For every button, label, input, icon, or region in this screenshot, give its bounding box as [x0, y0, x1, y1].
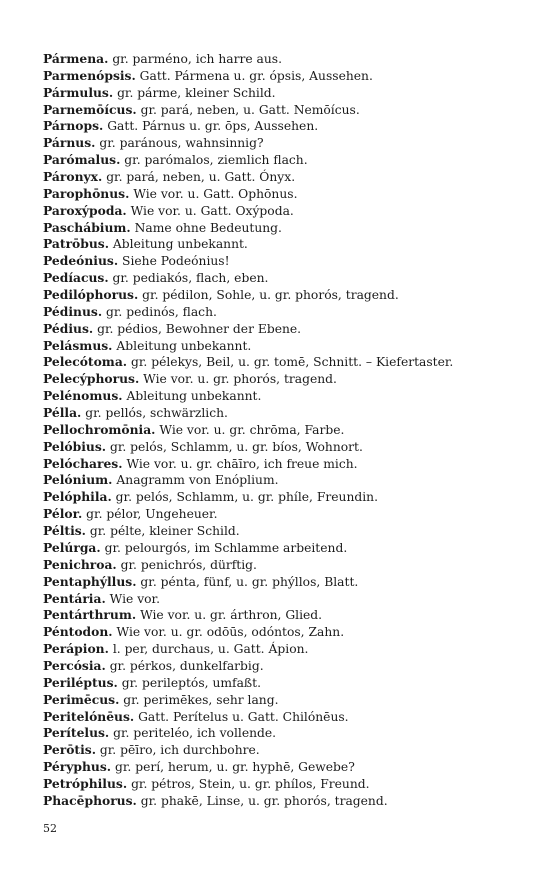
dictionary-entry: [43, 506, 513, 523]
entry-term: Pédius.: [43, 320, 94, 336]
entry-definition: Gatt. Pármena u. gr. ópsis, Aussehen.: [139, 68, 373, 83]
entry-definition: gr. pérkos, dunkelfarbig.: [109, 658, 264, 673]
entry-term: Péltis.: [43, 523, 86, 539]
page-number: 52: [43, 822, 57, 835]
dictionary-entry: [43, 591, 513, 608]
entry-term: Perítelus.: [43, 725, 110, 741]
entry-term: Patrōbus.: [43, 236, 109, 252]
dictionary-entry: [43, 607, 513, 624]
entry-term: Pelóbius.: [43, 438, 107, 454]
dictionary-entry: [43, 658, 513, 675]
entry-term: Pelecýphorus.: [43, 371, 140, 387]
entry-definition: Ableitung unbekannt.: [116, 338, 252, 353]
entry-definition: Wie vor. u. gr. chrōma, Farbe.: [159, 422, 345, 437]
entry-term: Pelóchares.: [43, 455, 123, 471]
entry-definition: Ableitung unbekannt.: [112, 237, 248, 252]
entry-definition: gr. parómalos, ziemlich flach.: [124, 153, 308, 168]
dictionary-entry: [43, 692, 513, 709]
entry-term: Perápion.: [43, 641, 109, 657]
dictionary-entry: [43, 152, 513, 169]
dictionary-entry: [43, 456, 513, 473]
dictionary-entry: [43, 203, 513, 220]
entry-definition: gr. pénta, fünf, u. gr. phýllos, Blatt.: [140, 574, 359, 589]
entry-term: Pellochromōnia.: [43, 421, 156, 437]
entry-definition: gr. pará, neben, u. Gatt. Ónyx.: [106, 170, 296, 185]
entry-list: [43, 51, 513, 810]
dictionary-entry: [43, 321, 513, 338]
dictionary-entry: [43, 641, 513, 658]
entry-definition: gr. pellós, schwärzlich.: [85, 406, 228, 421]
dictionary-entry: [43, 540, 513, 557]
dictionary-entry: [43, 675, 513, 692]
entry-definition: gr. perileptós, umfaßt.: [121, 675, 261, 690]
entry-definition: gr. pédilon, Sohle, u. gr. phorós, tragend.: [142, 288, 399, 303]
entry-definition: l. per, durchaus, u. Gatt. Ápion.: [112, 642, 309, 657]
entry-definition: gr. pēīro, ich durchbohre.: [99, 743, 260, 758]
entry-definition: gr. pélor, Ungeheuer.: [86, 507, 218, 522]
entry-term: Pédinus.: [43, 303, 103, 319]
entry-term: Párnops.: [43, 118, 104, 134]
entry-term: Parnemōícus.: [43, 101, 137, 117]
dictionary-entry: [43, 85, 513, 102]
entry-term: Peritelónēus.: [43, 708, 135, 724]
dictionary-entry: [43, 51, 513, 68]
dictionary-entry: [43, 742, 513, 759]
entry-definition: Wie vor. u. gr. odōūs, odóntos, Zahn.: [116, 625, 345, 640]
entry-term: Pélor.: [43, 506, 83, 522]
entry-definition: gr. parméno, ich harre aus.: [112, 52, 283, 66]
entry-term: Paschábium.: [43, 219, 131, 235]
dictionary-entry: [43, 270, 513, 287]
dictionary-entry: [43, 253, 513, 270]
entry-term: Paroxýpoda.: [43, 202, 127, 218]
entry-term: Pármena.: [43, 51, 109, 66]
entry-definition: gr. pediakós, flach, eben.: [112, 271, 269, 286]
entry-term: Pelénomus.: [43, 388, 123, 404]
entry-term: Pentárthrum.: [43, 607, 137, 623]
dictionary-entry: [43, 557, 513, 574]
dictionary-entry: [43, 236, 513, 253]
entry-term: Parómalus.: [43, 152, 121, 168]
entry-definition: gr. penichrós, dürftig.: [120, 557, 257, 572]
entry-definition: gr. pélekys, Beil, u. gr. tomē, Schnitt. – Kiefertaster.: [131, 355, 454, 370]
dictionary-entry: [43, 68, 513, 85]
entry-term: Péryphus.: [43, 759, 112, 775]
entry-definition: Wie vor. u. Gatt. Ophōnus.: [133, 186, 298, 201]
dictionary-entry: [43, 287, 513, 304]
entry-term: Periléptus.: [43, 674, 118, 690]
entry-term: Phacēphorus.: [43, 792, 137, 808]
entry-definition: Anagramm von Enóplium.: [116, 473, 279, 488]
dictionary-entry: [43, 220, 513, 237]
entry-term: Pélla.: [43, 405, 82, 421]
entry-term: Penichroa.: [43, 556, 117, 572]
entry-definition: gr. pétros, Stein, u. gr. phílos, Freund.: [131, 776, 370, 791]
dictionary-entry: [43, 102, 513, 119]
entry-term: Pelecótoma.: [43, 354, 128, 370]
entry-definition: Gatt. Párnus u. gr. ōps, Aussehen.: [107, 119, 319, 134]
dictionary-entry: [43, 472, 513, 489]
entry-term: Pelóphila.: [43, 489, 112, 505]
dictionary-entry: [43, 371, 513, 388]
dictionary-entry: [43, 574, 513, 591]
entry-term: Péntodon.: [43, 624, 113, 640]
entry-definition: gr. pédios, Bewohner der Ebene.: [97, 321, 302, 336]
entry-term: Perōtis.: [43, 742, 96, 758]
entry-definition: Wie vor. u. gr. chāīro, ich freue mich.: [126, 456, 358, 471]
entry-term: Pedíacus.: [43, 270, 109, 286]
entry-definition: gr. perimēkes, sehr lang.: [123, 692, 279, 707]
dictionary-entry: [43, 422, 513, 439]
entry-definition: gr. pelourgós, im Schlamme arbeitend.: [104, 540, 348, 555]
entry-definition: gr. phakē, Linse, u. gr. phorós, tragend.: [140, 793, 388, 808]
entry-definition: Name ohne Bedeutung.: [134, 220, 282, 235]
dictionary-entry: [43, 135, 513, 152]
dictionary-entry: [43, 338, 513, 355]
entry-definition: Wie vor. u. Gatt. Oxýpoda.: [130, 203, 294, 218]
entry-term: Percósia.: [43, 657, 106, 673]
entry-definition: Wie vor. u. gr. phorós, tragend.: [143, 372, 337, 387]
entry-term: Páronyx.: [43, 169, 103, 185]
dictionary-entry: [43, 523, 513, 540]
entry-definition: gr. periteléo, ich vollende.: [113, 726, 277, 741]
entry-definition: gr. pelós, Schlamm, u. gr. bíos, Wohnort.: [109, 439, 363, 454]
entry-definition: Siehe Podeónius!: [122, 254, 230, 269]
entry-term: Pentaphýllus.: [43, 573, 137, 589]
dictionary-entry: [43, 186, 513, 203]
dictionary-entry: [43, 118, 513, 135]
dictionary-entry: [43, 169, 513, 186]
entry-term: Parmenópsis.: [43, 67, 136, 83]
entry-definition: gr. pelós, Schlamm, u. gr. phíle, Freundin.: [115, 490, 379, 505]
dictionary-entry: [43, 793, 513, 810]
entry-definition: Wie vor.: [109, 591, 160, 606]
entry-term: Pedilóphorus.: [43, 287, 139, 303]
entry-term: Pedeónius.: [43, 253, 119, 269]
entry-definition: gr. párme, kleiner Schild.: [117, 85, 276, 100]
entry-definition: gr. pará, neben, u. Gatt. Nemōícus.: [140, 102, 360, 117]
entry-definition: Ableitung unbekannt.: [126, 389, 262, 404]
entry-definition: gr. paránous, wahnsinnig?: [99, 136, 264, 151]
entry-term: Petróphilus.: [43, 775, 128, 791]
entry-definition: gr. perí, herum, u. gr. hyphē, Gewebe?: [114, 760, 355, 775]
dictionary-entry: [43, 354, 513, 371]
dictionary-entry: [43, 624, 513, 641]
dictionary-entry: [43, 725, 513, 742]
dictionary-entry: [43, 489, 513, 506]
entry-term: Pelúrga.: [43, 539, 101, 555]
entry-term: Perimēcus.: [43, 691, 120, 707]
entry-term: Parophōnus.: [43, 185, 130, 201]
entry-definition: gr. pedinós, flach.: [106, 304, 217, 319]
dictionary-entry: [43, 405, 513, 422]
dictionary-entry: [43, 709, 513, 726]
dictionary-entry: [43, 439, 513, 456]
entry-term: Pármulus.: [43, 84, 114, 100]
entry-term: Párnus.: [43, 135, 96, 151]
entry-definition: Gatt. Perítelus u. Gatt. Chilónēus.: [138, 709, 349, 724]
dictionary-entry: [43, 388, 513, 405]
dictionary-entry: [43, 759, 513, 776]
entry-definition: gr. pélte, kleiner Schild.: [89, 524, 240, 539]
entry-definition: Wie vor. u. gr. árthron, Glied.: [140, 608, 323, 623]
entry-term: Pelónium.: [43, 472, 113, 488]
dictionary-entry: [43, 304, 513, 321]
dictionary-entry: [43, 776, 513, 793]
entry-term: Pentária.: [43, 590, 106, 606]
entry-term: Pelásmus.: [43, 337, 113, 353]
